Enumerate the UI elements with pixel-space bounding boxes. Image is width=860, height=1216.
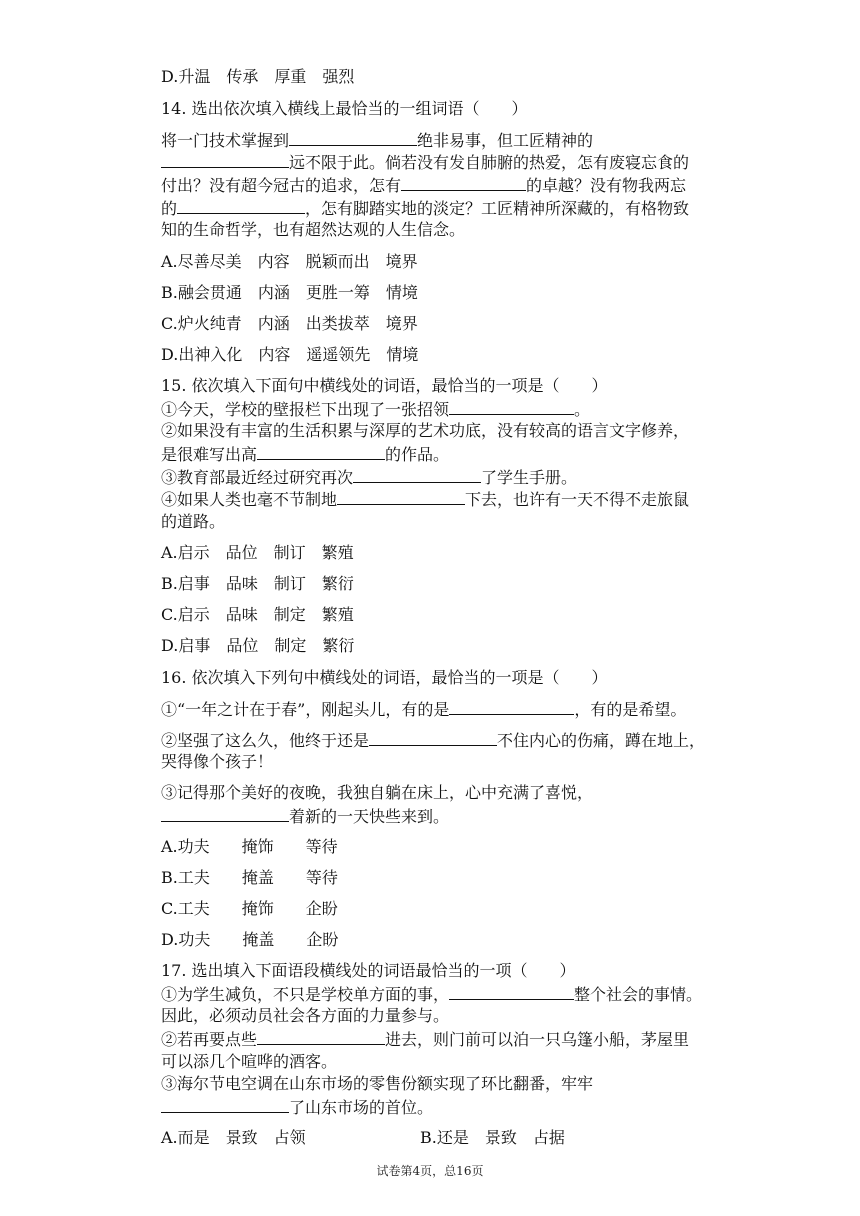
text: ①“一年之计在于春”，刚起头儿，有的是	[161, 700, 450, 719]
text: 了山东市场的首位。	[289, 1098, 434, 1117]
q15-sentence-4-line-2: 的道路。	[161, 512, 226, 531]
q17-sentence-1-line-1	[161, 984, 702, 1005]
blank	[449, 699, 574, 715]
text: ④如果人类也毫不节制地	[161, 490, 338, 509]
text: 不住内心的伤痛，蹲在地上，	[497, 731, 706, 750]
q16-option-a: A.功夫 掩饰 等待	[161, 837, 338, 856]
blank	[161, 1097, 289, 1113]
q16-sentence-3-line-1: ③记得那个美好的夜晚，我独自躺在床上，心中充满了喜悦，	[161, 783, 594, 802]
blank	[257, 444, 385, 460]
q14-passage-line-4	[161, 198, 689, 219]
blank	[369, 730, 497, 746]
q15-stem: 15. 依次填入下面句中横线处的词语，最恰当的一项是（ ）	[161, 376, 608, 395]
text: 的作品。	[385, 445, 450, 464]
q14-passage-line-5: 知的生命哲学，也有超然达观的人生信念。	[161, 220, 466, 239]
q16-option-d: D.功夫 掩盖 企盼	[161, 930, 339, 949]
q15-option-d: D.启事 品位 制定 繁衍	[161, 636, 355, 655]
text: ①今天，学校的壁报栏下出现了一张招领	[161, 400, 450, 419]
text: 付出？没有超今冠古的追求，怎有	[161, 176, 402, 195]
page-footer: 试卷第4页，总16页	[376, 1164, 484, 1178]
blank	[353, 467, 481, 483]
blank	[177, 198, 305, 214]
text: 整个社会的事情。	[574, 985, 703, 1004]
blank	[161, 806, 289, 822]
q15-option-b: B.启事 品味 制订 繁衍	[161, 574, 354, 593]
q15-sentence-2-line-1: ②如果没有丰富的生活积累与深厚的艺术功底，没有较高的语言文字修养，	[161, 421, 690, 440]
blank	[289, 130, 417, 146]
q14-option-a: A.尽善尽美 内容 脱颖而出 境界	[161, 252, 418, 271]
q16-sentence-1	[161, 699, 686, 720]
text: 将一门技术掌握到	[161, 131, 290, 150]
text: 进去，则门前可以泊一只乌篷小船，茅屋里	[385, 1030, 690, 1049]
q14-option-d: D.出神入化 内容 遥遥领先 情境	[161, 345, 419, 364]
text: ，有的是希望。	[574, 700, 687, 719]
q17-sentence-2-line-2: 可以添几个喧哗的酒客。	[161, 1052, 338, 1071]
blank	[401, 175, 526, 191]
text: ③教育部最近经过研究再次	[161, 468, 354, 487]
q17-option-a: A.而是 景致 占领	[161, 1128, 306, 1147]
q14-passage-line-1	[161, 130, 593, 151]
text: ，怎有脚踏实地的淡定？工匠精神所深藏的，有格物致	[305, 199, 690, 218]
blank	[337, 489, 465, 505]
q14-passage-line-3	[161, 175, 686, 196]
q17-sentence-1-line-2: 因此，必须动员社会各方面的力量参与。	[161, 1006, 450, 1025]
q14-stem: 14. 选出依次填入横线上最恰当的一组词语（ ）	[161, 99, 528, 118]
blank	[449, 399, 574, 415]
q17-sentence-2-line-1	[161, 1029, 689, 1050]
q14-option-b: B.融会贯通 内涵 更胜一筹 情境	[161, 283, 418, 302]
q16-option-c: C.工夫 掩饰 企盼	[161, 899, 338, 918]
text: 了学生手册。	[481, 468, 578, 487]
q17-sentence-3-line-2	[161, 1097, 433, 1118]
q16-sentence-2-line-2: 哭得像个孩子！	[161, 752, 274, 771]
text: ②坚强了这么久，他终于还是	[161, 731, 370, 750]
q14-passage-line-2	[161, 152, 689, 173]
text: 。	[574, 400, 591, 419]
q13-option-d: D.升温 传承 厚重 强烈	[161, 67, 355, 86]
blank	[449, 984, 574, 1000]
q17-stem: 17. 选出填入下面语段横线处的词语最恰当的一项（ ）	[161, 961, 576, 980]
blank	[257, 1029, 385, 1045]
q16-option-b: B.工夫 掩盖 等待	[161, 868, 338, 887]
text: 远不限于此。倘若没有发自肺腑的热爱，怎有废寝忘食的	[289, 153, 690, 172]
q15-sentence-1	[161, 399, 590, 420]
text: ①为学生减负，不只是学校单方面的事，	[161, 985, 450, 1004]
q16-stem: 16. 依次填入下列句中横线处的词语，最恰当的一项是（ ）	[161, 668, 608, 687]
blank	[161, 152, 289, 168]
text: 下去，也许有一天不得不走旅鼠	[465, 490, 690, 509]
q15-option-c: C.启示 品味 制定 繁殖	[161, 605, 354, 624]
q16-sentence-3-line-2	[161, 806, 449, 827]
text: 着新的一天快些来到。	[289, 807, 450, 826]
q16-sentence-2-line-1	[161, 730, 705, 751]
q17-option-b: B.还是 景致 占据	[420, 1128, 565, 1147]
q17-options-row	[161, 1128, 701, 1148]
q17-sentence-3-line-1: ③海尔节电空调在山东市场的零售份额实现了环比翻番，牢牢	[161, 1074, 594, 1093]
text: 的	[161, 199, 178, 218]
q15-sentence-3	[161, 467, 577, 488]
q15-sentence-4-line-1	[161, 489, 689, 510]
text: 的卓越？没有物我两忘	[526, 176, 687, 195]
q15-sentence-2-line-2	[161, 444, 449, 465]
text: ②若再要点些	[161, 1030, 258, 1049]
q15-option-a: A.启示 品位 制订 繁殖	[161, 543, 354, 562]
q14-option-c: C.炉火纯青 内涵 出类拔萃 境界	[161, 314, 418, 333]
text: 是很难写出高	[161, 445, 258, 464]
text: 绝非易事，但工匠精神的	[417, 131, 594, 150]
